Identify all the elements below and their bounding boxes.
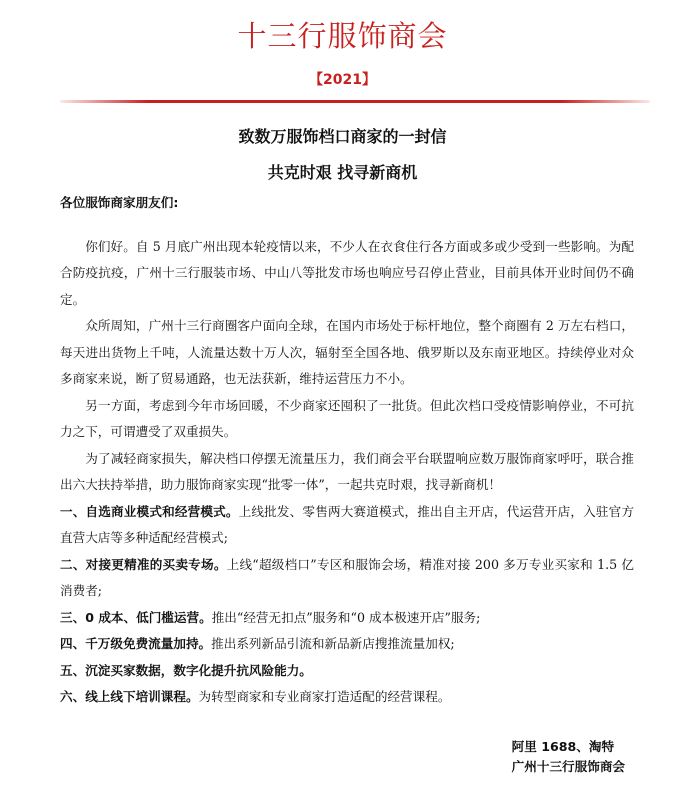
measure-item-6 — [60, 684, 634, 711]
letter-subtitle: 共克时艰 找寻新商机 — [267, 163, 418, 182]
letter-body — [60, 190, 634, 711]
paragraph: 为了减轻商家损失，解决档口停摆无流量压力，我们商会平台联盟响应数万服饰商家呼吁，联合推出六大扶持举措，助力服饰商家实现“批零一体”，一起共克时艰，找寻新商机！ — [60, 450, 634, 492]
measure-lead: 三、0 成本、低门槛运营。 — [60, 609, 212, 625]
signature — [512, 737, 625, 777]
organization-title: 十三行服饰商会 — [237, 19, 448, 53]
measure-lead: 五、沉淀买家数据，数字化提升抗风险能力。 — [60, 662, 312, 678]
measure-text: 推出“经营无扣点”服务和“0 成本极速开店”服务; — [211, 609, 481, 625]
measure-text: 上线批发、零售两大赛道模式，推出自主开店，代运营开店，入驻官方直营大店等多种适配经营模式; — [60, 503, 635, 545]
measure-item-1 — [60, 499, 634, 552]
measure-lead: 四、千万级免费流量加持。 — [60, 636, 212, 651]
measure-text: 上线“超级档口”专区和服饰会场，精准对接 200 多万专业买家和 1.5 亿消费者; — [60, 556, 634, 598]
measure-lead: 六、线上线下培训课程。 — [60, 689, 199, 704]
measure-item-4 — [60, 631, 634, 658]
signature-line: 广州十三行服饰商会 — [511, 759, 625, 774]
measure-item-2 — [60, 552, 634, 605]
measure-item-5 — [60, 658, 634, 685]
header-divider — [60, 100, 650, 103]
paragraph: 另一方面，考虑到今年市场回暖，不少商家还囤积了一批货。但此次档口受疫情影响停业，不可抗力之下，可谓遭受了双重损失。 — [60, 397, 634, 439]
paragraph: 你们好。自 5 月底广州出现本轮疫情以来，不少人在衣食住行各方面或多或少受到一些影响。为配合防疫抗疫，广州十三行服装市场、中山八等批发市场也响应号召停止营业，目前具体开业时间仍不确定。 — [60, 238, 634, 307]
measure-text: 推出系列新品引流和新品新店搜推流量加权; — [211, 636, 455, 651]
measure-lead: 一、自选商业模式和经营模式。 — [60, 503, 239, 519]
measure-text: 为转型商家和专业商家打造适配的经营课程。 — [198, 689, 451, 704]
signature-line: 阿里 1688、淘特 — [511, 739, 615, 754]
measure-lead: 二、对接更精准的买卖专场。 — [60, 556, 227, 572]
greeting: 各位服饰商家朋友们: — [60, 195, 179, 210]
measure-item-3 — [60, 605, 634, 632]
letter-title: 致数万服饰档口商家的一封信 — [238, 127, 447, 146]
paragraph: 众所周知，广州十三行商圈客户面向全球，在国内市场处于标杆地位，整个商圈有 2 万左右档口，每天进出货物上千吨，人流量达数十万人次，辐射至全国各地、俄罗斯以及东南亚地区。持续停业对众多商家来说，断了贸易通路，也无法获新，维持运营压力不小。 — [60, 318, 634, 386]
year-label: 【2021】 — [309, 72, 376, 88]
